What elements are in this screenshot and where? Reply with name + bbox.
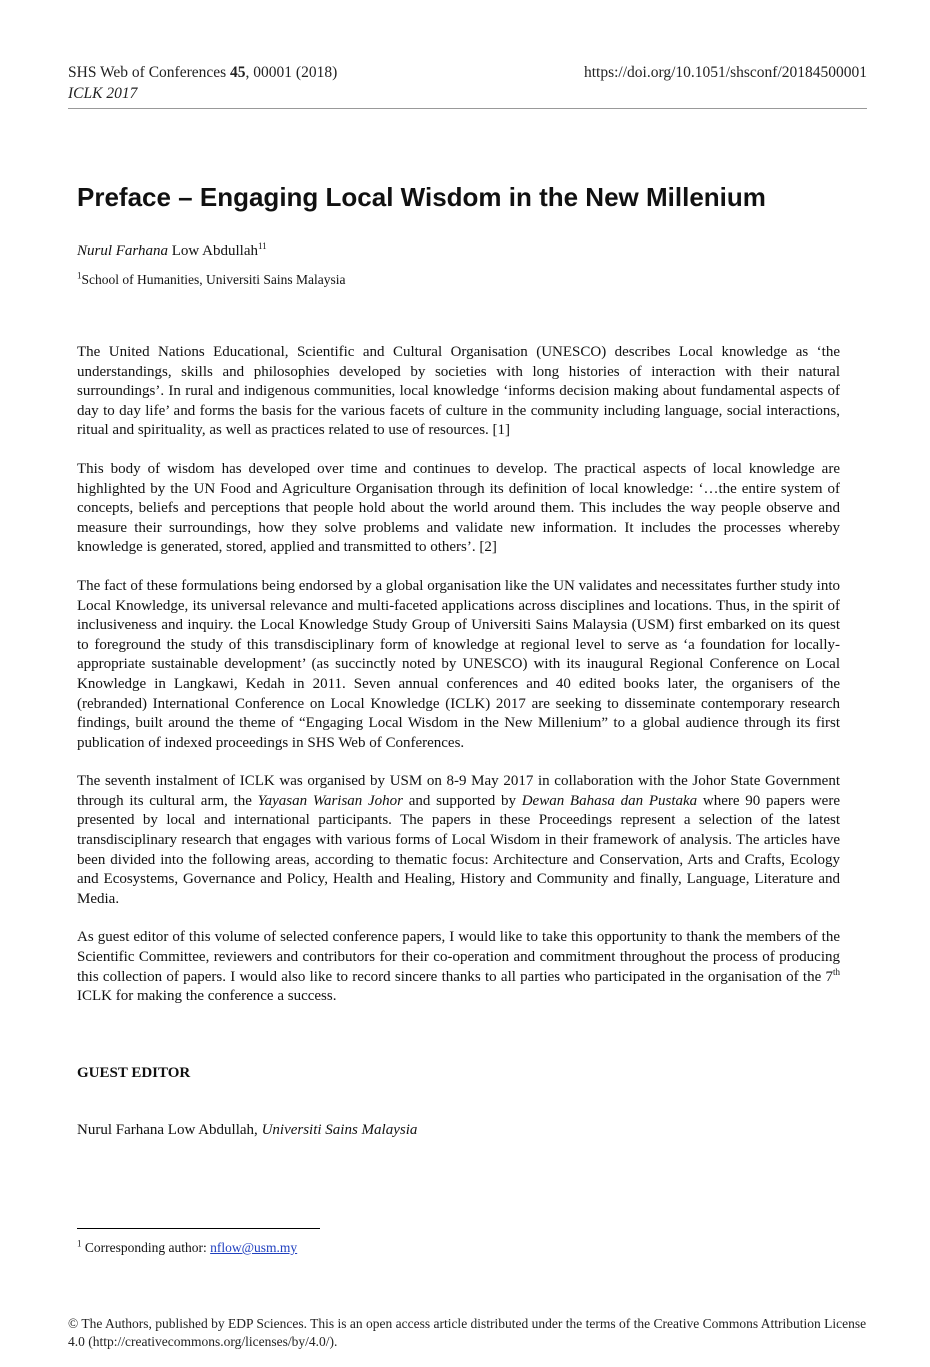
yayasan-warisan-johor: Yayasan Warisan Johor [257,792,403,809]
ordinal-suffix: th [832,966,840,977]
body-text [77,343,840,1026]
paragraph-5 [77,928,840,1006]
paragraph-4-text-b: and supported by [403,792,522,809]
conference-name: ICLK 2017 [68,85,138,102]
guest-editor-institution: Universiti Sains Malaysia [261,1122,418,1138]
affiliation-mark: 1 [77,270,82,281]
affiliation [77,272,345,288]
page-header [68,64,867,103]
journal-volume: 45 [230,64,246,81]
guest-editor-name: Nurul Farhana Low Abdullah, [77,1122,262,1138]
footnote-label: Corresponding author: [81,1240,211,1255]
article-number: , 00001 (2018) [245,64,338,81]
header-divider [68,108,867,109]
author-given-name: Nurul Farhana [77,243,168,259]
guest-editor-line [77,1122,417,1139]
paragraph-5-text-a: As guest editor of this volume of selected conference papers, I would like to take this opportunity to thank the members of the Scientific Committee, reviewers and contributors for their co-operation and commitment throughout the process of producing this collection of papers. I would also like to record sincere thanks to all parties who participated in the organisation of the 7 [77,929,840,985]
footnote-divider [77,1228,320,1229]
doi-link[interactable]: https://doi.org/10.1051/shsconf/20184500001 [583,64,867,81]
paragraph-4 [77,772,840,909]
paragraph-2: This body of wisdom has developed over time and continues to develop. The practical aspects of local knowledge are highlighted by the UN Food and Agriculture Organisation through its definition of local knowledge: ‘…the entire system of concepts, beliefs and perceptions that people hold about the world around them. This includes the way people observe and measure their surroundings, how they solve problems and validate new information. It includes the processes whereby knowledge is generated, stored, applied and transmitted to others’. [2] [77,460,840,556]
footnote [77,1240,297,1256]
paragraph-4-text-c: where 90 papers were presented by local and international participants. The papers in these Proceedings represent a selection of the latest transdisciplinary research that engages with various forms of Local Wisdom in their framework of analysis. The articles have been divided into the following areas, according to thematic focus: Architecture and Conservation, Arts and Crafts, Ecology and Ecosystems, Governance and Policy, Health and Healing, History and Community and finally, Language, Literature and Media. [77,792,840,907]
dewan-bahasa-dan-pustaka: Dewan Bahasa dan Pustaka [521,792,698,809]
paragraph-1: The United Nations Educational, Scientific and Cultural Organisation (UNESCO) describes Local knowledge as ‘the understandings, skills and philosophies developed by societies with long histories of interaction with their natural surroundings’. In rural and indigenous communities, local knowledge ‘informs decision making about fundamental aspects of day to day life’ and forms the basis for the various facets of culture in the community including language, social interactions, ritual and spirituality, as well as practices related to use of resources. [1] [77,344,840,439]
affiliation-text: School of Humanities, Universiti Sains Malaysia [81,272,346,287]
license-statement: © The Authors, published by EDP Sciences. This is an open access article distributed under the terms of the Creative Commons Attribution License 4.0 (http://creativecommons.org/licenses/by/4.0/). [68,1316,867,1349]
journal-citation [68,64,337,82]
paragraph-5-text-b: ICLK for making the conference a success. [77,988,337,1005]
journal-name: SHS Web of Conferences [68,64,231,81]
author-affiliation-mark: 11 [258,241,267,251]
author-family-name: Low Abdullah [168,243,258,259]
paragraph-4-text-a: The seventh instalment of ICLK was organised by USM on 8-9 May 2017 in collaboration with the Johor State Government through its cultural arm, the [77,773,840,809]
footnote-mark: 1 [77,1238,82,1249]
paragraph-3: The fact of these formulations being endorsed by a global organisation like the UN validates and necessitates further study into Local Knowledge, its universal relevance and multi-faceted applications across disciplines and locations. Thus, in the spirit of inclusiveness and inquiry. the Local Knowledge Study Group of Universiti Sains Malaysia (USM) first embarked on its quest to foreground the study of this transdisciplinary form of knowledge at regional level to serve as ‘a foundation for locally-appropriate sustainable development’ (as succinctly noted by UNESCO) with its inaugural Regional Conference on Local Knowledge in Langkawi, Kedah in 2011. Seven annual conferences and 40 edited books later, the organisers of the (rebranded) International Conference on Local Knowledge (ICLK) 2017 are seeking to disseminate contemporary research findings, built around the theme of “Engaging Local Wisdom in the New Millenium” to a global audience through its first publication of indexed proceedings in SHS Web of Conferences. [77,577,840,751]
paper-title: Preface – Engaging Local Wisdom in the New Millenium [77,182,766,212]
guest-editor-heading: GUEST EDITOR [77,1065,191,1081]
corresponding-email-link[interactable]: nflow@usm.my [210,1240,298,1255]
author-line [77,243,267,260]
